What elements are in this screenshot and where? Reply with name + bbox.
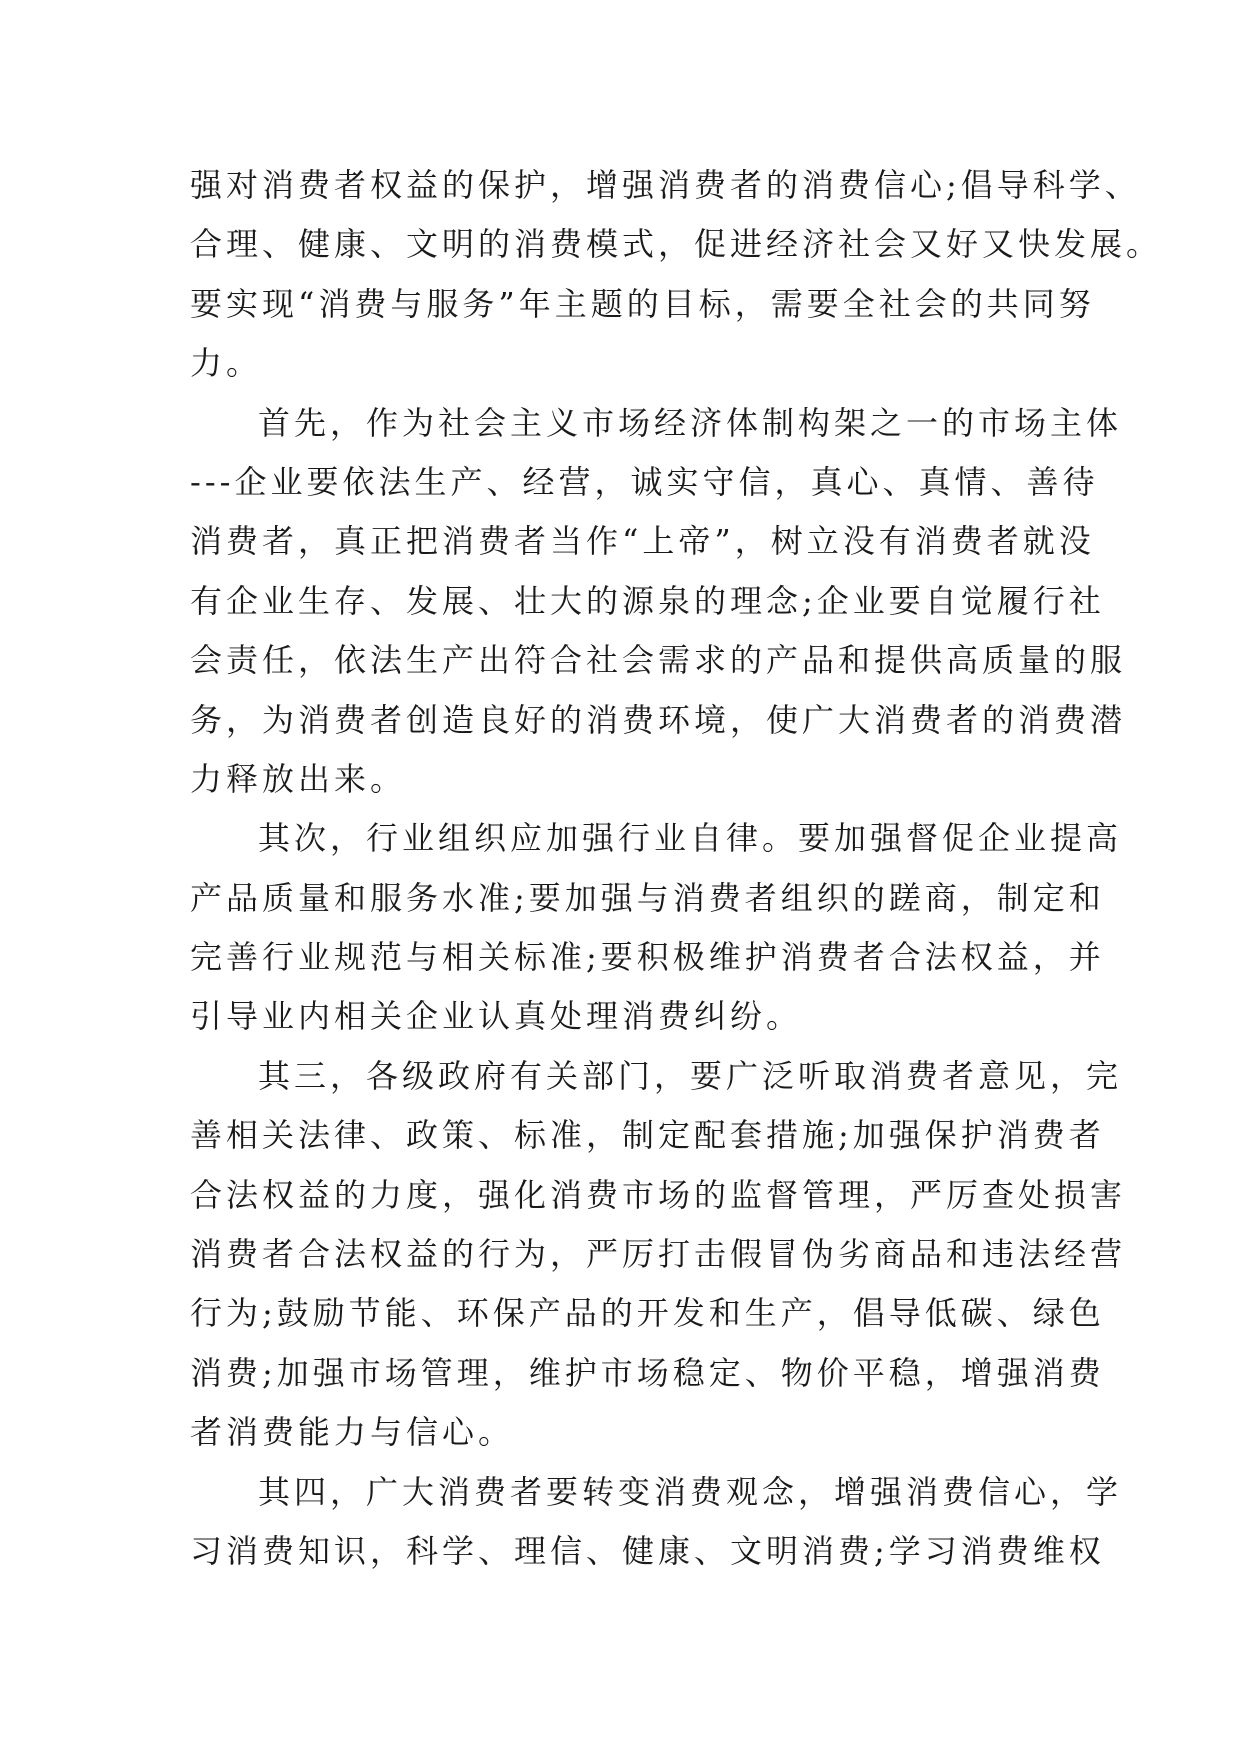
paragraph-first-line: 其次，行业组织应加强行业自律。要加强督促企业提高 — [258, 819, 1123, 858]
document-body — [190, 156, 1163, 1581]
text-line: 消费者合法权益的行为，严厉打击假冒伪劣商品和违法经营 — [190, 1235, 1127, 1274]
text-line: 行为;鼓励节能、环保产品的开发和生产，倡导低碳、绿色 — [190, 1294, 1105, 1333]
text-line: 善相关法律、政策、标准，制定配套措施;加强保护消费者 — [190, 1116, 1105, 1155]
text-line: 产品质量和服务水准;要加强与消费者组织的蹉商，制定和 — [190, 878, 1105, 917]
text-line: 力。 — [190, 344, 263, 383]
paragraph-first-line: 其三，各级政府有关部门，要广泛听取消费者意见，完 — [258, 1056, 1123, 1095]
text-line: 合法权益的力度，强化消费市场的监督管理，严厉查处损害 — [190, 1175, 1127, 1214]
text-line: 习消费知识，科学、理信、健康、文明消费;学习消费维权 — [190, 1531, 1105, 1570]
text-line: 强对消费者权益的保护，增强消费者的消费信心;倡导科学、 — [190, 166, 1141, 204]
text-line: 消费者，真正把消费者当作“上帝”，树立没有消费者就没 — [190, 522, 1095, 561]
paragraph-first-line: 首先，作为社会主义市场经济体制构架之一的市场主体 — [258, 403, 1123, 442]
text-line: 要实现“消费与服务”年主题的目标，需要全社会的共同努 — [190, 284, 1095, 323]
text-line: 者消费能力与信心。 — [190, 1413, 515, 1452]
text-line: 完善行业规范与相关标准;要积极维护消费者合法权益，并 — [190, 938, 1105, 977]
text-line: ---企业要依法生产、经营，诚实守信，真心、真情、善待 — [190, 462, 1099, 501]
paragraph-first-line: 其四，广大消费者要转变消费观念，增强消费信心，学 — [258, 1472, 1123, 1511]
text-line: 力释放出来。 — [190, 759, 407, 798]
text-line: 引导业内相关企业认真处理消费纠纷。 — [190, 997, 803, 1036]
text-line: 合理、健康、文明的消费模式，促进经济社会又好又快发展。 — [190, 225, 1163, 264]
text-line: 消费;加强市场管理，维护市场稳定、物价平稳，增强消费 — [190, 1353, 1105, 1392]
text-line: 会责任，依法生产出符合社会需求的产品和提供高质量的服 — [190, 641, 1127, 680]
text-line: 务，为消费者创造良好的消费环境，使广大消费者的消费潜 — [190, 700, 1127, 739]
text-line: 有企业生存、发展、壮大的源泉的理念;企业要自觉履行社 — [190, 581, 1105, 620]
